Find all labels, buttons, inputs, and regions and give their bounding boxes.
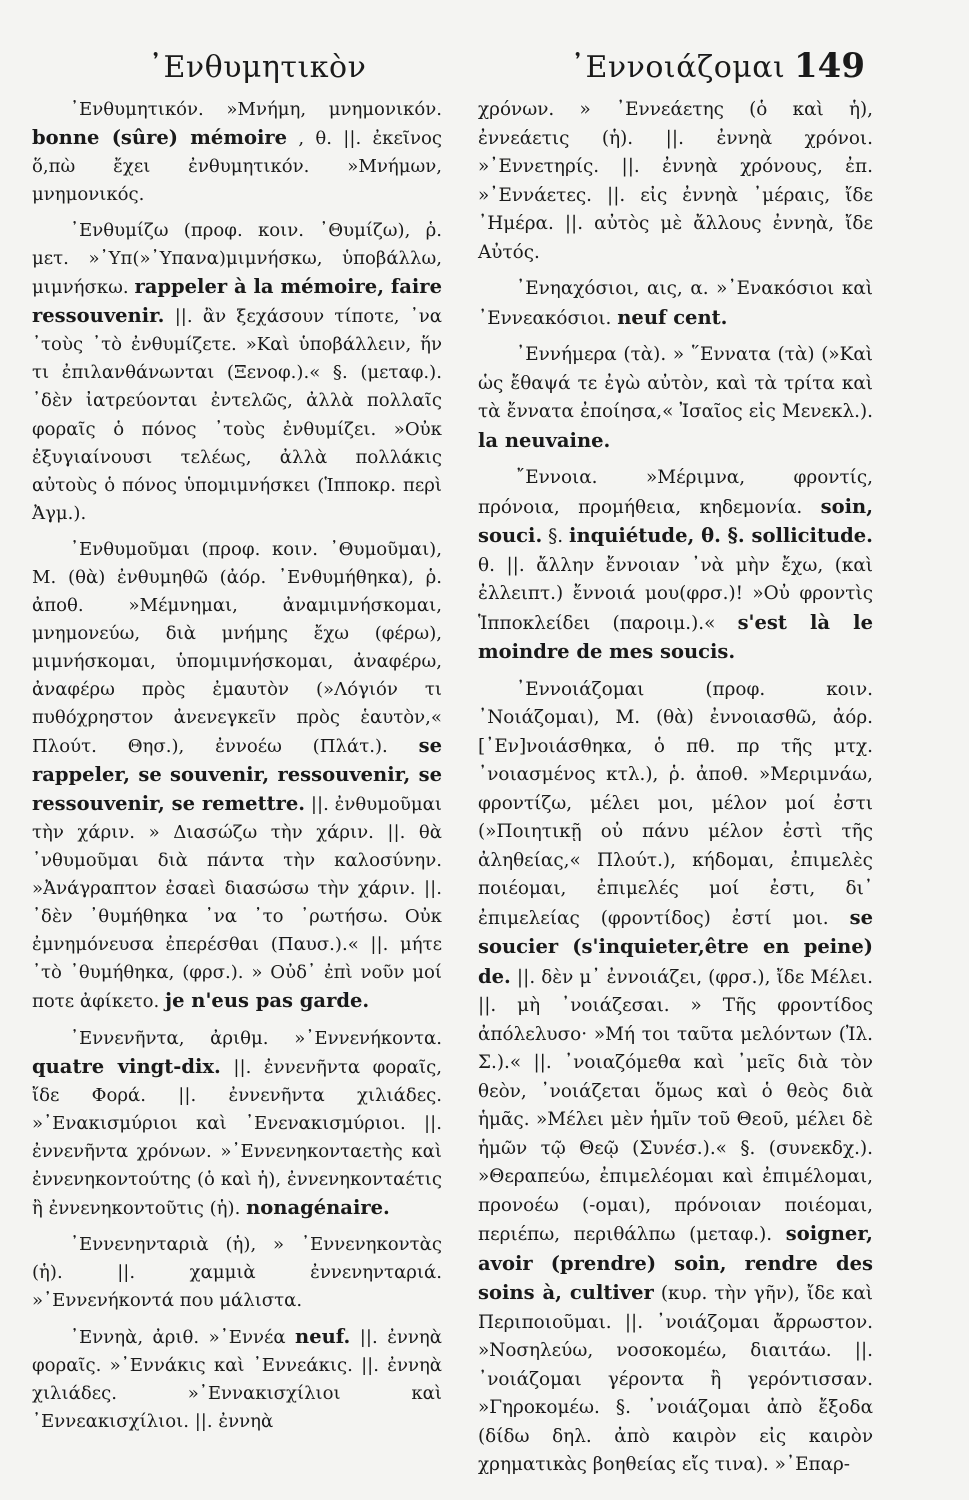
page-number: 149 <box>794 46 865 86</box>
french-translation: la neuvaine. <box>478 428 611 452</box>
dictionary-entry <box>478 341 873 456</box>
dictionary-entry <box>478 275 873 333</box>
greek-text: ᾿Εννηὰ, ἀριθ. »᾿Εννέα <box>70 1326 286 1348</box>
greek-text: χρόνων. » ᾿Εννεάετης (ὁ καὶ ἡ), ἐννεάετις (ἡ). ||. ἐννηὰ χρόνοι. »᾿Εννετηρίς. ||. ἐννηὰ χρόνους, ἐπ. »᾿Εννάετες. ||. εἰς ἐννηὰ ᾽μέραις, ἴδε ᾿Ημέρα. ||. αὐτὸς μὲ ἄλλους ἐννηὰ, ἴδε Αὐτός. <box>478 99 873 263</box>
french-translation: nonagénaire. <box>246 1195 390 1219</box>
greek-text: ᾿Ενθυμίζω (προφ. κοιν. ᾿Θυμίζω), ῥ. μετ. »᾿Υπ(»᾿Υπανα)μιμνήσκω, ὑποβάλλω, μιμνήσκω. <box>32 220 442 299</box>
dictionary-entry <box>478 676 873 1480</box>
greek-text: ||. ἐννηὰ φοραῖς. »᾿Εννάκις καὶ ᾿Εννεάκις. ||. ἐννηὰ χιλιάδες. »᾿Εννακισχίλιοι καὶ ᾿Εννεακισχίλιοι. ||. ἐννηὰ <box>32 1326 442 1433</box>
dictionary-entry <box>478 96 873 267</box>
dictionary-entry <box>32 536 442 1017</box>
french-translation: quatre vingt-dix. <box>32 1054 221 1078</box>
dictionary-entry <box>32 1231 442 1315</box>
running-head-first-word: ᾿Ενθυμητικὸν <box>148 50 367 85</box>
greek-text: ᾿Ενθυμοῦμαι (προφ. κοιν. ᾿Θυμοῦμαι), Μ. (θὰ) ἐνθυμηθῶ (ἀόρ. ᾿Ενθυμήθηκα), ῥ. ἀποθ. »Μέμνημαι, ἀναμιμνήσκομαι, μνημονεύω, διὰ μνήμης ἔχω (φέρω), μιμνήσκομαι, ὑπομιμνήσκομαι, ἀναφέρω, ἀναφέρω πρὸς ἐμαυτὸν (»Λόγιόν τι πυθόχρηστον ἀνενεγκεῖν πρὸς ἑαυτὸν,« Πλούτ. Θησ.), ἐννοέω (Πλάτ.). <box>32 538 442 758</box>
greek-text: ᾿Εννενῆντα, ἀριθμ. »᾿Εννενήκοντα. <box>70 1027 442 1049</box>
french-translation: bonne (sûre) mémoire <box>32 126 288 150</box>
french-translation: neuf cent. <box>617 305 728 329</box>
dictionary-entry <box>32 217 442 528</box>
french-translation: s'est là le moindre de mes soucis. <box>478 610 873 663</box>
greek-text: ||. ἐννενῆντα φοραῖς, ἴδε Φορά. ||. ἐννενῆντα χιλιάδες. »᾿Ενακισμύριοι καὶ ᾿Ενενακισμύριοι. ||. ἐννενῆντα χρόνων. »᾿Εννενηκονταετὴς καὶ ἐννενηκοντούτης (ὁ καὶ ἡ), ἐννενηκονταέτις ἢ ἐννενηκοντοῦτις (ἡ). <box>32 1056 442 1219</box>
dictionary-entry <box>478 464 873 668</box>
greek-text: §. <box>548 526 564 547</box>
greek-text: , θ. ||. ἐκεῖνος ὅ,πὼ ἔχει ἐνθυμητικόν. »Μνήμων, μνημονικός. <box>32 128 442 206</box>
french-translation: inquiétude, θ. §. sollicitude. <box>569 524 873 547</box>
french-translation: soigner, avoir (prendre) soin, rendre des soins à, cultiver <box>478 1222 873 1304</box>
dictionary-entry <box>32 1323 442 1436</box>
dictionary-entry <box>32 1025 442 1223</box>
french-translation: neuf. <box>295 1324 351 1348</box>
greek-text: ᾿Ενθυμητικόν. »Μνήμη, μνημονικόν. <box>70 99 442 120</box>
greek-text: (κυρ. τὴν γῆν), ἴδε καὶ Περιποιοῦμαι. ||. ᾽νοιάζομαι ἄρρωστον. »Νοσηλεύω, νοσοκομέω, διαιτάω. ||. ᾽νοιάζομαι γέροντα ἢ γερόντισσαν. »Γηροκομέω. §. ᾽νοιάζομαι ἀπὸ ἔξοδα (δίδω δηλ. ἀπὸ καιρὸν εἰς καιρὸν χρηματικὰς βοηθείας εἴς τινα). »᾿Επαρ- <box>478 1283 873 1475</box>
greek-text: ᾿Ενηαχόσιοι, αις, α. »᾿Ενακόσιοι καὶ ᾿Εννεακόσιοι. <box>478 278 873 329</box>
french-translation: se rappeler, se souvenir, ressouvenir, se ressouvenir, se remettre. <box>32 734 442 816</box>
greek-text: ||. ἐνθυμοῦμαι τὴν χάριν. » Διασώζω τὴν χάριν. ||. θὰ ᾽νθυμοῦμαι διὰ πάντα τὴν καλοσύνην. »Ἀνάγραπτον ἐσαεὶ διασώσω τὴν χάριν. ||. ᾽δὲν ᾽θυμήθηκα ᾽να ᾽το ᾽ρωτήσω. Οὐκ ἐμνημόνευσα ἐπερέσθαι (Παυσ.).« ||. μήτε ᾽τὸ ᾽θυμήθηκα, (φρσ.). » Οὐδ᾽ ἐπὶ νοῦν μοί ποτε ἀφίκετο. <box>32 794 442 1013</box>
greek-text: θ. ||. ἄλλην ἔννοιαν ᾽νὰ μὴν ἔχω, (καὶ ἐλλειπτ.) ἔννοιά μου(φρσ.)! »Οὐ φροντὶς Ἱπποκλείδει (παροιμ.).« <box>478 554 873 634</box>
greek-text: ᾿Εννοιάζομαι (προφ. κοιν. ᾿Νοιάζομαι), Μ. (θὰ) ἐννοιασθῶ, ἀόρ. [᾿Εν]νοιάσθηκα, ὁ πθ. πρ τῆς μτχ. ᾽νοιασμένος κτλ.), ῥ. ἀποθ. »Μεριμνάω, φροντίζω, μέλει μοι, μέλον μοί ἐστι (»Ποιητικῇ οὐ πάνυ μέλον ἐστὶ τῆς ἀληθείας,« Πλούτ.), κήδομαι, ἐπιμελὲς ποιέομαι, ἐπιμελές μοί ἐστι, δι᾽ ἐπιμελείας (φροντίδος) ἐστί μοι. <box>478 678 873 929</box>
french-translation: je n'eus pas garde. <box>165 989 370 1013</box>
french-translation: se soucier (s'inquieter,être en peine) de. <box>478 905 873 988</box>
greek-text: ᾿Εννήμερα (τὰ). » ῞Εννατα (τὰ) (»Καὶ ὡς ἔθαψά τε ἐγὼ αὐτὸν, καὶ τὰ τρίτα καὶ τὰ ἔννατα ἐποίησα,« Ἰσαῖος εἰς Μενεκλ.). <box>478 344 873 422</box>
greek-text: ῎Εννοια. »Μέριμνα, φροντίς, πρόνοια, προμήθεια, κηδεμονία. <box>478 467 873 518</box>
running-header <box>30 44 865 94</box>
greek-text: ᾿Εννενηνταριὰ (ἡ), » ᾿Εννενηκοντὰς (ἡ). ||. χαμμιὰ ἐννενηνταριά. »᾿Εννενήκοντά που μάλιστα. <box>32 1233 442 1311</box>
french-translation: rappeler à la mémoire, faire ressouvenir. <box>32 275 442 328</box>
greek-text: ||. δὲν μ᾽ ἐννοιάζει, (φρσ.), ἴδε Μέλει. ||. μὴ ᾽νοιάζεσαι. » Τῆς φροντίδος ἀπόλελυσο· »Μή τοι ταῦτα μελόντων (Ἰλ. Σ.).« ||. ᾽νοιαζόμεθα καὶ ᾽μεῖς διὰ τὸν θεὸν, ᾽νοιάζεται ὅμως καὶ ὁ θεὸς διὰ ἡμᾶς. »Μέλει μὲν ἡμῖν τοῦ Θεοῦ, μέλει δὲ ἡμῶν τῷ Θεῷ (Συνέσ.).« §. (συνεκδχ.). »Θεραπεύω, ἐπιμελέομαι καὶ ἐπιμέλομαι, προνοέω (-ομαι), πρόνοιαν ποιέομαι, περιέπω, περιθάλπω (μεταφ.). <box>478 966 873 1245</box>
running-head-last-word: ᾿Εννοιάζομαι <box>570 50 786 85</box>
french-translation: soin, souci. <box>478 494 873 547</box>
left-column <box>32 96 442 1436</box>
greek-text: ||. ἂν ξεχάσουν τίποτε, ᾽να ᾽τοὺς ᾽τὸ ἐνθυμίζετε. »Καὶ ὑποβάλλειν, ἥν τι ἐπιλανθάνωνται (Ξενοφ.).« §. (μεταφ.). ᾽δὲν ἰατρεύονται ἐντελῶς, ἀλλὰ πολλαῖς φοραῖς ὁ πόνος ᾽τοὺς ἐνθυμίζει. »Οὐκ ἐξυγιαίνουσι τελέως, ἀλλὰ πολλάκις αὐτοὺς ὁ πόνος ὑπομιμνήσκει (Ἱπποκρ. περὶ Ἀγμ.). <box>32 306 442 524</box>
dictionary-entry <box>32 96 442 209</box>
right-column <box>478 96 873 1480</box>
